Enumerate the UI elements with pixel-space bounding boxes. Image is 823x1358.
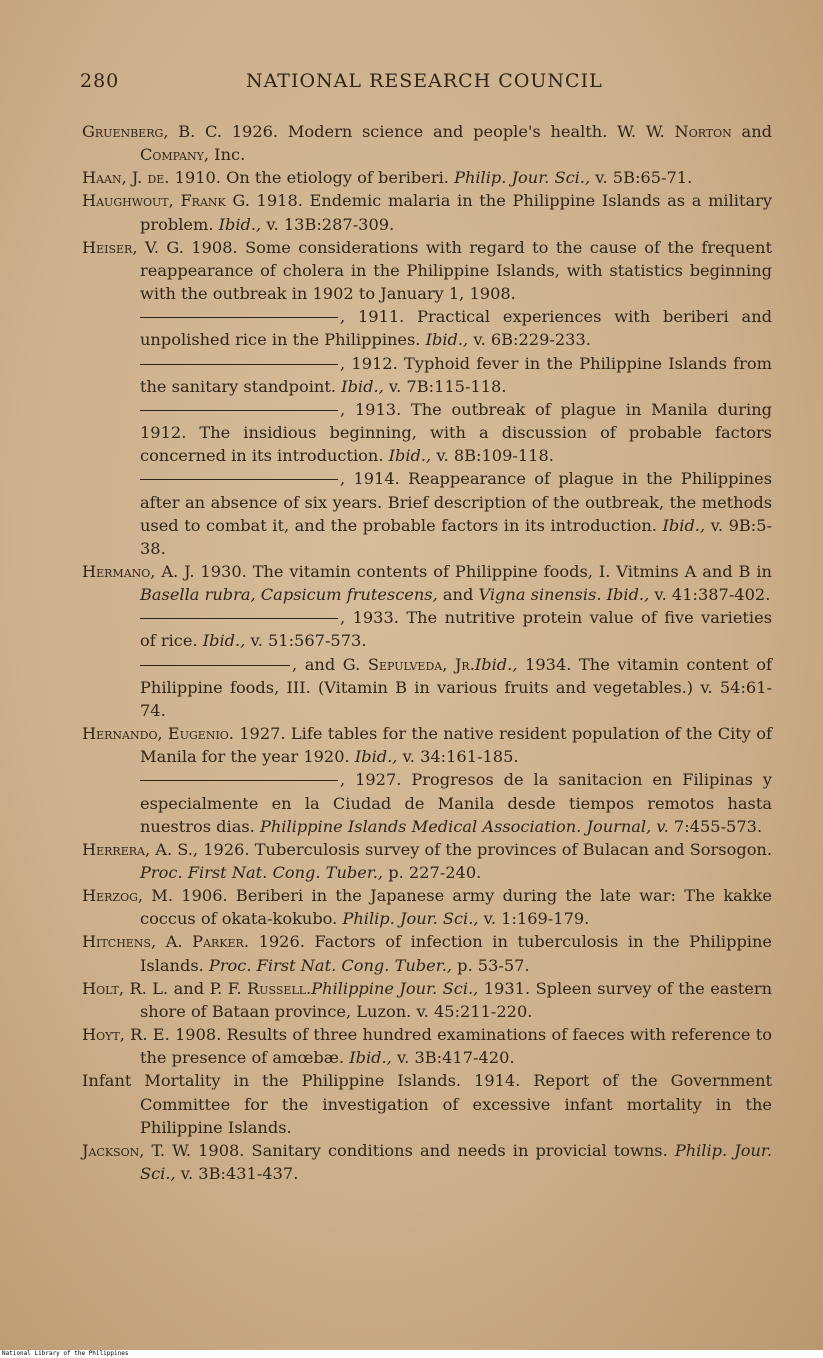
reference-author: Hitchens, A. Parker. bbox=[82, 932, 249, 952]
reference-entry bbox=[82, 189, 772, 235]
reference-source: Ibid., bbox=[474, 654, 518, 674]
reference-text: , 1933. The nutritive protein value of five varieties of rice. bbox=[140, 608, 772, 651]
reference-text: 1910. On the etiology of beriberi. bbox=[169, 168, 455, 188]
reference-source: Ibid., bbox=[388, 446, 432, 466]
reference-text: v. 9B:5-38. bbox=[140, 515, 773, 558]
reference-author: Hoyt, R. E. bbox=[82, 1025, 170, 1045]
reference-text: Infant Mortality in the Philippine Islands. 1914. Report of the Government Committee for the investigation of excessive infant mortality in the Philippine Islands. bbox=[82, 1071, 772, 1137]
reference-text: 7:455-573. bbox=[668, 816, 763, 836]
library-credit: National Library of the Philippines bbox=[2, 1350, 129, 1357]
reference-author: Gruenberg, B. C. bbox=[82, 122, 222, 141]
reference-entry bbox=[82, 398, 772, 467]
reference-source: Proc. First Nat. Cong. Tuber., bbox=[140, 863, 384, 882]
reference-text: and bbox=[731, 122, 772, 141]
reference-entry bbox=[82, 768, 772, 837]
reference-entry bbox=[82, 467, 772, 560]
reference-source: Ibid., bbox=[354, 747, 398, 767]
reference-source: Philippine Islands Medical Association. Journal, v. bbox=[259, 816, 669, 836]
reference-entry bbox=[82, 352, 772, 398]
reference-entry bbox=[82, 166, 772, 189]
reference-source: Philip. Jour. Sci., bbox=[454, 168, 591, 188]
footer bbox=[0, 1350, 823, 1358]
reference-entry bbox=[82, 1069, 772, 1138]
reference-text: 1908. Results of three hundred examinations of faeces with reference to the presence of amœbæ. bbox=[140, 1025, 773, 1068]
reference-text: 1926. Modern science and people's health. W. W. bbox=[221, 122, 675, 141]
reference-source: Ibid., bbox=[662, 515, 706, 535]
reference-entry bbox=[82, 722, 772, 768]
reference-text: 1908. Sanitary conditions and needs in provicial towns. bbox=[191, 1140, 675, 1160]
reference-source: Basella rubra, Capsicum frutescens, bbox=[140, 585, 438, 605]
reference-text: , 1911. Practical experiences with beriberi and unpolished rice in the Philippines. bbox=[140, 307, 772, 350]
reference-source: Philip. Jour. Sci., bbox=[140, 1140, 772, 1184]
reference-source: Ibid., bbox=[202, 631, 246, 651]
reference-entry bbox=[82, 560, 772, 606]
ditto-rule bbox=[140, 479, 338, 480]
reference-author: Haughwout, Frank G. bbox=[82, 191, 250, 211]
reference-source: Ibid., bbox=[425, 330, 469, 350]
reference-author: Hermano, A. J. bbox=[82, 561, 195, 581]
reference-text: v. 8B:109-118. bbox=[431, 446, 554, 466]
reference-entry bbox=[82, 884, 772, 930]
reference-coauthor: Sepulveda, Jr. bbox=[367, 654, 475, 674]
reference-text: 1908. Some considerations with regard to the cause of the frequent reappearance of cholera in the Philippine Islands, with statistics beginning with the outbreak in 1902 to January 1, 1908. bbox=[140, 237, 772, 304]
reference-text: , 1927. Progresos de la sanitacion en Filipinas y especialmente en la Ciudad de Manila desde tiempos remotos hasta nuestros dias. bbox=[140, 770, 772, 836]
reference-author: Holt, R. L. bbox=[82, 978, 169, 998]
reference-text: v. 54:61-74. bbox=[140, 677, 772, 720]
reference-text: v. 3B:417-420. bbox=[391, 1048, 515, 1068]
reference-text: v. 1:169-179. bbox=[478, 909, 590, 929]
reference-entry bbox=[82, 236, 772, 305]
reference-entry bbox=[82, 930, 772, 976]
reference-author: Hernando, Eugenio. bbox=[82, 724, 234, 744]
reference-text: v. 3B:431-437. bbox=[175, 1164, 299, 1184]
reference-text: 1918. Endemic malaria in the Philippine Islands as a military problem. bbox=[140, 191, 772, 234]
reference-entry bbox=[82, 305, 772, 351]
reference-publisher: Company bbox=[140, 145, 204, 165]
reference-coauthor: Norton bbox=[674, 122, 732, 141]
reference-source: Ibid., bbox=[349, 1048, 392, 1068]
reference-text: 1931. Spleen survey of the eastern shore of Bataan province, Luzon. bbox=[140, 978, 773, 1021]
reference-entry bbox=[82, 120, 772, 166]
reference-text: v. 34:161-185. bbox=[397, 747, 519, 767]
reference-author: Herrera, A. S., bbox=[82, 839, 199, 859]
reference-source: Philip. Jour. Sci., bbox=[342, 909, 479, 929]
running-title: NATIONAL RESEARCH COUNCIL bbox=[246, 70, 603, 92]
reference-author: Jackson, T. W. bbox=[82, 1140, 192, 1160]
reference-text: and bbox=[168, 978, 210, 998]
reference-text: 1927. Life tables for the native resident population of the City of Manila for the year 1920. bbox=[140, 724, 772, 767]
reference-text: , and G. bbox=[292, 654, 368, 674]
reference-text: 1926. Factors of infection in tuberculosis in the Philippine Islands. bbox=[140, 932, 772, 975]
reference-author: Herzog, M. bbox=[82, 886, 174, 906]
reference-entry bbox=[82, 653, 772, 722]
reference-list bbox=[82, 120, 772, 1185]
reference-entry bbox=[82, 1139, 772, 1185]
reference-source: Philippine Jour. Sci., bbox=[311, 978, 479, 998]
reference-text: 1926. Tuberculosis survey of the provinces of Bulacan and Sorsogon. bbox=[198, 839, 773, 859]
ditto-rule bbox=[140, 780, 338, 781]
reference-source: Ibid., bbox=[218, 214, 262, 234]
reference-text: p. 53-57. bbox=[452, 955, 530, 975]
ditto-rule bbox=[140, 665, 290, 666]
reference-text: , 1912. Typhoid fever in the Philippine Islands from the sanitary standpoint. bbox=[140, 353, 772, 396]
reference-text: 1934. The vitamin content of Philippine foods, III. (Vitamin B in various fruits and vegetables.) bbox=[140, 654, 772, 697]
reference-text: v. 41:387-402. bbox=[649, 585, 771, 605]
page-number: 280 bbox=[80, 70, 120, 92]
ditto-rule bbox=[140, 364, 338, 365]
reference-entry bbox=[82, 977, 772, 1023]
reference-text: v. 7B:115-118. bbox=[383, 376, 507, 396]
reference-author: Haan, J. de. bbox=[82, 168, 170, 188]
reference-text: 1906. Beriberi in the Japanese army during the late war: The kakke coccus of okata-kokubo. bbox=[140, 886, 773, 929]
reference-source: Vigna sinensis. Ibid., bbox=[478, 585, 650, 605]
reference-text: v. 5B:65-71. bbox=[590, 168, 693, 188]
reference-text: , Inc. bbox=[203, 145, 246, 165]
reference-text: v. 45:211-220. bbox=[416, 1001, 533, 1021]
ditto-rule bbox=[140, 410, 338, 411]
reference-text: 1930. The vitamin contents of Philippine foods, I. Vitmins A and B in bbox=[194, 561, 772, 581]
reference-text: p. 227-240. bbox=[383, 863, 482, 882]
reference-coauthor: P. F. Russell. bbox=[209, 978, 312, 998]
ditto-rule bbox=[140, 317, 338, 318]
reference-entry bbox=[82, 1023, 772, 1069]
reference-text: , 1914. Reappearance of plague in the Philippines after an absence of six years. Brief description of the outbreak, the methods used to combat it, and the probable factors in its introduction. bbox=[140, 469, 772, 535]
reference-entry bbox=[82, 838, 772, 884]
ditto-rule bbox=[140, 618, 338, 619]
reference-source: Ibid., bbox=[341, 376, 384, 396]
reference-text: v. 51:567-573. bbox=[245, 631, 367, 651]
reference-text: v. 6B:229-233. bbox=[468, 330, 591, 350]
reference-text: and bbox=[437, 585, 479, 605]
reference-text: , 1913. The outbreak of plague in Manila during 1912. The insidious beginning, with a discussion of probable factors concerned in its introduction. bbox=[140, 399, 772, 466]
reference-source: Proc. First Nat. Cong. Tuber., bbox=[208, 955, 452, 975]
reference-entry bbox=[82, 606, 772, 652]
reference-text: v. 13B:287-309. bbox=[261, 214, 395, 234]
reference-author: Heiser, V. G. bbox=[82, 237, 184, 257]
